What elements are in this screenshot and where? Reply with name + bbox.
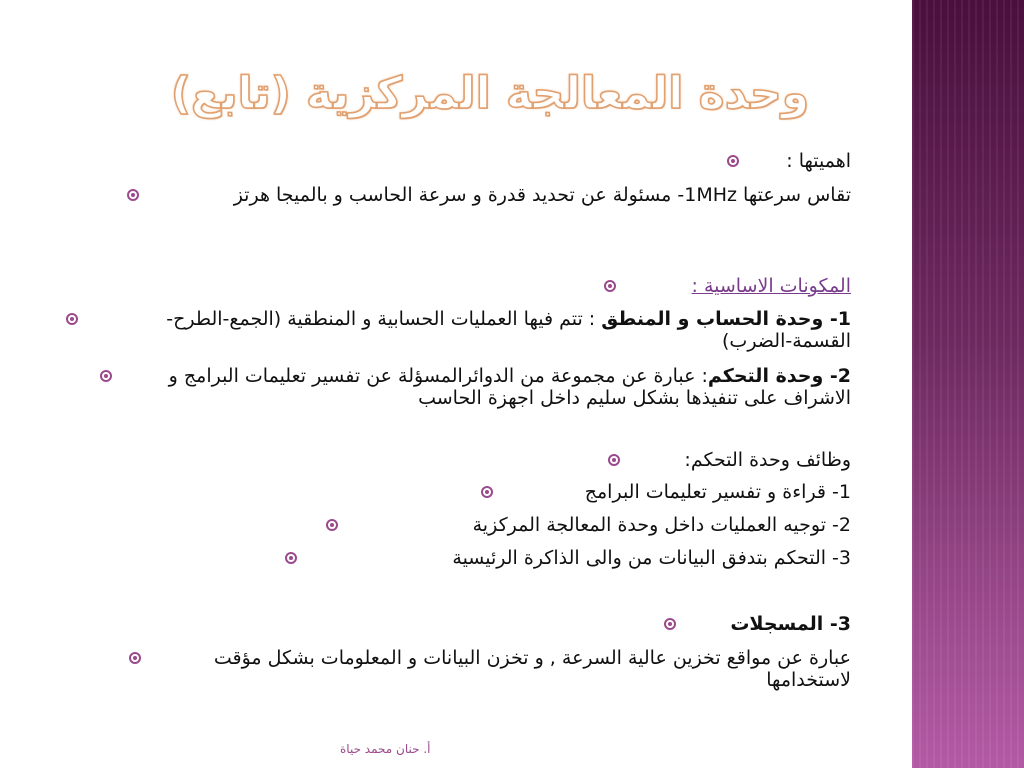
registers-heading: 3- المسجلات bbox=[730, 613, 851, 635]
bullet-alu bbox=[101, 308, 851, 352]
function-1-text: 1- قراءة و تفسير تعليمات البرامج bbox=[584, 481, 851, 503]
alu-description: : تتم فيها العمليات الحسابية و المنطقية (الجمع-الطرح-القسمة-الضرب) bbox=[166, 308, 851, 352]
band-stripes bbox=[912, 0, 1024, 768]
bullet-marker-icon bbox=[608, 454, 620, 466]
bullet-marker-icon bbox=[66, 313, 78, 325]
function-3-text: 3- التحكم بتدفق البيانات من والى الذاكرة الرئيسية bbox=[452, 547, 851, 569]
bullet-registers-desc bbox=[161, 647, 851, 691]
speed-text: تقاس سرعتها 1MHz- مسئولة عن تحديد قدرة و سرعة الحاسب و بالميجا هرتز bbox=[233, 184, 851, 206]
function-2-text: 2- توجيه العمليات داخل وحدة المعالجة المركزية bbox=[472, 514, 851, 536]
cu-description: : عبارة عن مجموعة من الدوائرالمسؤلة عن تفسير تعليمات البرامج و الاشراف على تنفيذها بشكل سليم داخل اجهزة الحاسب bbox=[168, 365, 851, 409]
bullet-importance bbox=[731, 150, 851, 172]
cu-heading: 2- وحدة التحكم bbox=[707, 365, 851, 387]
bullet-marker-icon bbox=[727, 155, 739, 167]
bullet-marker-icon bbox=[326, 519, 338, 531]
cu-functions-text: وظائف وحدة التحكم: bbox=[684, 449, 851, 471]
bullet-speed bbox=[161, 184, 851, 206]
bullet-registers bbox=[691, 613, 851, 635]
bullet-control-unit bbox=[161, 365, 851, 409]
bullet-marker-icon bbox=[481, 486, 493, 498]
bullet-marker-icon bbox=[129, 652, 141, 664]
bullet-function-3 bbox=[321, 547, 851, 569]
slide-footer: أ. حنان محمد حياة bbox=[340, 742, 431, 756]
bullet-components[interactable] bbox=[621, 275, 851, 297]
alu-heading: 1- وحدة الحساب و المنطق bbox=[601, 308, 851, 330]
bullet-marker-icon bbox=[127, 189, 139, 201]
decorative-side-band bbox=[912, 0, 1024, 768]
importance-text: اهميتها : bbox=[786, 150, 851, 172]
bullet-function-1 bbox=[511, 481, 851, 503]
slide-title: وحدة المعالجة المركزية (تابع) bbox=[170, 68, 810, 119]
registers-description: عبارة عن مواقع تخزين عالية السرعة , و تخزن البيانات و المعلومات بشكل مؤقت لاستخدامها bbox=[213, 647, 851, 691]
bullet-cu-functions bbox=[621, 449, 851, 471]
bullet-marker-icon bbox=[664, 618, 676, 630]
bullet-marker-icon bbox=[604, 280, 616, 292]
bullet-marker-icon bbox=[100, 370, 112, 382]
bullet-function-2 bbox=[351, 514, 851, 536]
bullet-marker-icon bbox=[285, 552, 297, 564]
components-link[interactable]: المكونات الاساسية : bbox=[691, 275, 851, 297]
